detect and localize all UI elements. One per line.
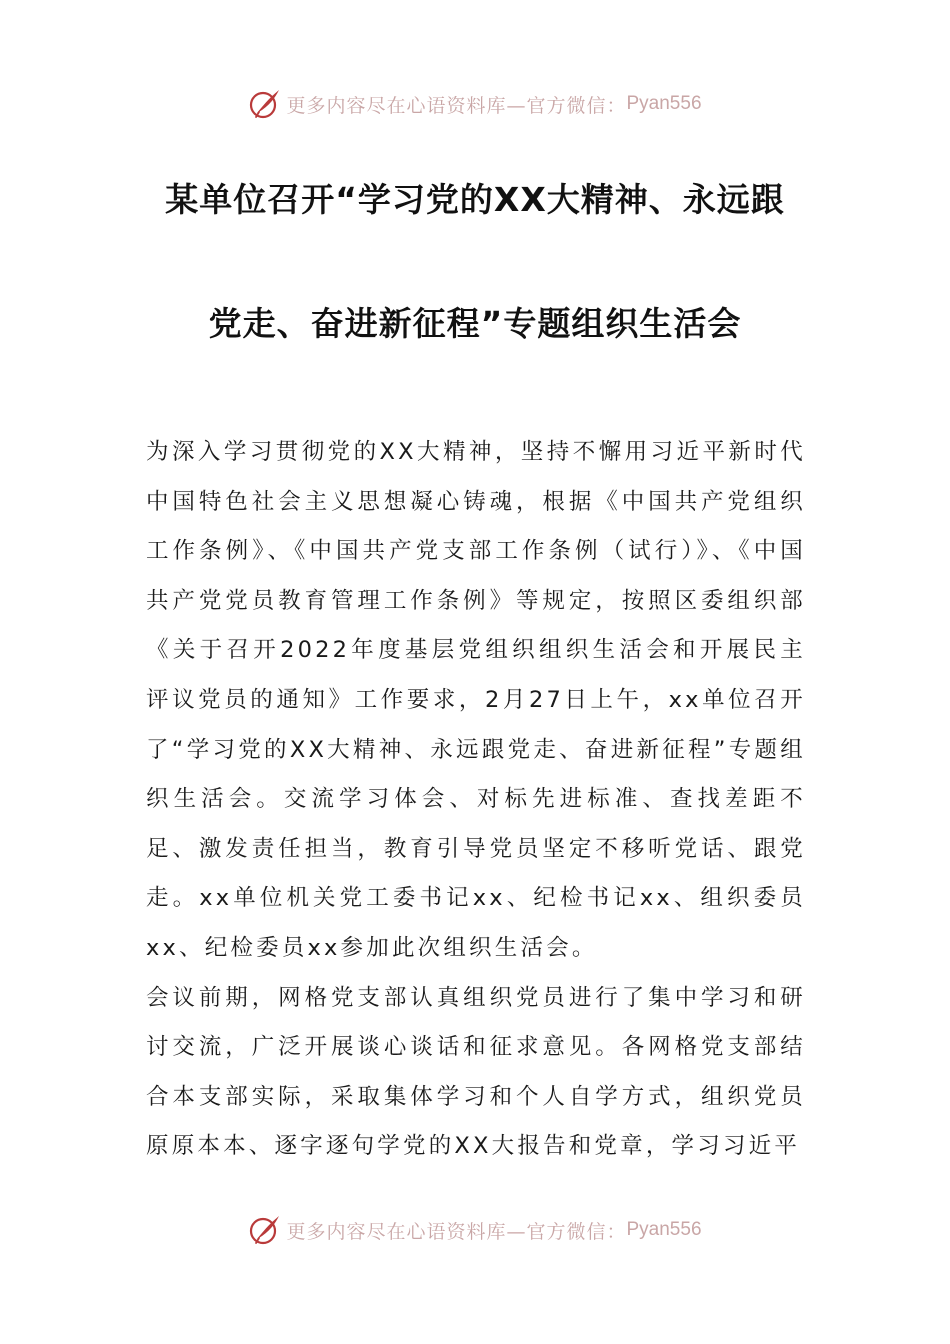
header-watermark	[0, 84, 950, 124]
quill-logo-icon	[248, 87, 282, 121]
body-paragraph-1: 为深入学习贯彻党的XX大精神，坚持不懈用习近平新时代中国特色社会主义思想凝心铸魂，根据《中国共产党组织工作条例》、《中国共产党支部工作条例（试行）》、《中国共产党党员教育管理工作条例》等规定，按照区委组织部《关于召开2022年度基层党组织组织生活会和开展民主评议党员的通知》工作要求，2月27日上午，xx单位召开了“学习党的XX大精神、永远跟党走、奋进新征程”专题组织生活会。交流学习体会、对标先进标准、查找差距不足、激发责任担当，教育引导党员坚定不移听党话、跟党走。xx单位机关党工委书记xx、纪检书记xx、组织委员xx、纪检委员xx参加此次组织生活会。	[146, 439, 806, 961]
watermark-wechat-id: Pyan556	[626, 93, 702, 114]
watermark-wechat-id: Pyan556	[626, 1219, 702, 1240]
body-paragraph-2: 会议前期，网格党支部认真组织党员进行了集中学习和研讨交流，广泛开展谈心谈话和征求意见。各网格党支部结合本支部实际，采取集体学习和个人自学方式，组织党员原原本本、逐字逐句学党的XX大报告和党章，学习习近平	[146, 984, 806, 1160]
quill-logo-icon	[248, 1213, 282, 1247]
footer-watermark	[0, 1210, 950, 1250]
watermark-text: 更多内容尽在心语资料库—官方微信：	[286, 1220, 627, 1243]
document-body	[146, 428, 806, 1172]
document-title-line-1: 某单位召开“学习党的XX大精神、永远跟	[165, 180, 785, 219]
watermark-text: 更多内容尽在心语资料库—官方微信：	[286, 94, 627, 117]
document-title-line-2: 党走、奋进新征程”专题组织生活会	[208, 304, 742, 343]
